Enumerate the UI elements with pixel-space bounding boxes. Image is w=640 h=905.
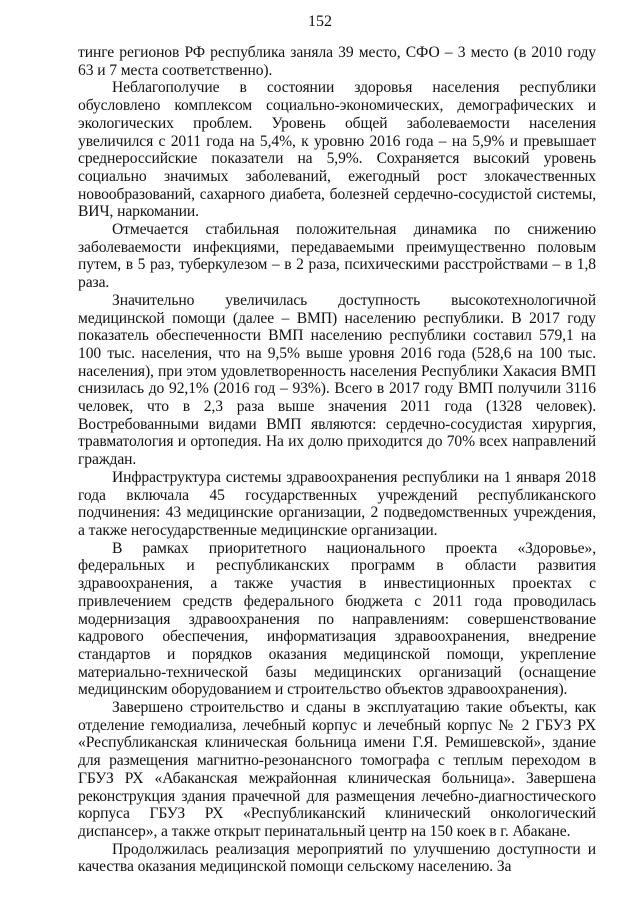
paragraph-ranking-continuation: тинге регионов РФ республика заняла 39 место, СФО – 3 место (в 2010 году 63 и 7 места соответственно). — [78, 44, 596, 79]
page-number: 152 — [308, 13, 332, 30]
paragraph-infrastructure: Инфраструктура системы здравоохранения республики на 1 января 2018 года включала 45 государственных учреждений республиканского подчинения: 43 медицинские организации, 2 подведомственных учреждения, а также негосударственные медицинские организации. — [78, 468, 596, 539]
paragraph-modernization: В рамках приоритетного национального проекта «Здоровье», федеральных и республиканских программ в области развития здравоохранения, а также участия в инвестиционных проектах с привлечением средств федерального бюджета с 2011 года проводилась модернизация здравоохранения по направлениям: совершенствование кадрового обеспечения, информатизация здравоохранения, внедрение стандартов и порядков оказания медицинской помощи, укрепление материально-технической базы медицинских организаций (оснащение медицинским оборудованием и строительство объектов здравоохранения). — [78, 539, 596, 699]
paragraph-health-problems: Неблагополучие в состоянии здоровья населения республики обусловлено комплексом социально-экономических, демографических и экологических проблем. Уровень общей заболеваемости населения увеличился с 2011 года на 5,4%, к уровню 2016 года – на 5,9% и превышает среднероссийские показатели на 5,9%. Сохраняется высокий уровень социально значимых заболеваний, ежегодный рост злокачественных новообразований, сахарного диабета, болезней сердечно-сосудистой системы, ВИЧ, наркомании. — [78, 79, 596, 221]
paragraph-rural-access: Продолжилась реализация мероприятий по улучшению доступности и качества оказания медицинской помощи сельскому населению. За — [78, 840, 596, 876]
paragraph-infection-dynamics: Отмечается стабильная положительная динамика по снижению заболеваемости инфекциями, передаваемыми преимущественно половым путем, в 5 раз, туберкулезом – в 2 раза, психическими расстройствами – в 1,8 раза. — [78, 221, 596, 292]
paragraph-construction: Завершено строительство и сданы в эксплуатацию такие объекты, как отделение гемодиализа, лечебный корпус и лечебный корпус № 2 ГБУЗ РХ «Республиканская клиническая больница имени Г.Я. Ремишевской», здание для размещения магнитно-резонансного томографа с теплым переходом в ГБУЗ РХ «Абаканская межрайонная клиническая больница». Завершена реконструкция здания прачечной для размещения лечебно-диагностического корпуса ГБУЗ РХ «Республиканский клинический онкологический диспансер», а также открыт перинатальный центр на 150 коек в г. Абакане. — [78, 699, 596, 840]
body-text — [78, 44, 596, 876]
paragraph-high-tech-care: Значительно увеличилась доступность высокотехнологичной медицинской помощи (далее – ВМП) населению республики. В 2017 году показатель обеспеченности ВМП населению республики составил 579,1 на 100 тыс. населения, что на 9,5% выше уровня 2016 года (528,6 на 100 тыс. населения), при этом удовлетворенность населения Республики Хакасия ВМП снизилась до 92,1% (2016 год – 93%). Всего в 2017 году ВМП получили 3116 человек, что в 2,3 раза выше значения 2011 года (1328 человек). Востребованными видами ВМП являются: сердечно-сосудистая хирургия, травматология и ортопедия. На их долю приходится до 70% всех направлений граждан. — [78, 291, 596, 469]
